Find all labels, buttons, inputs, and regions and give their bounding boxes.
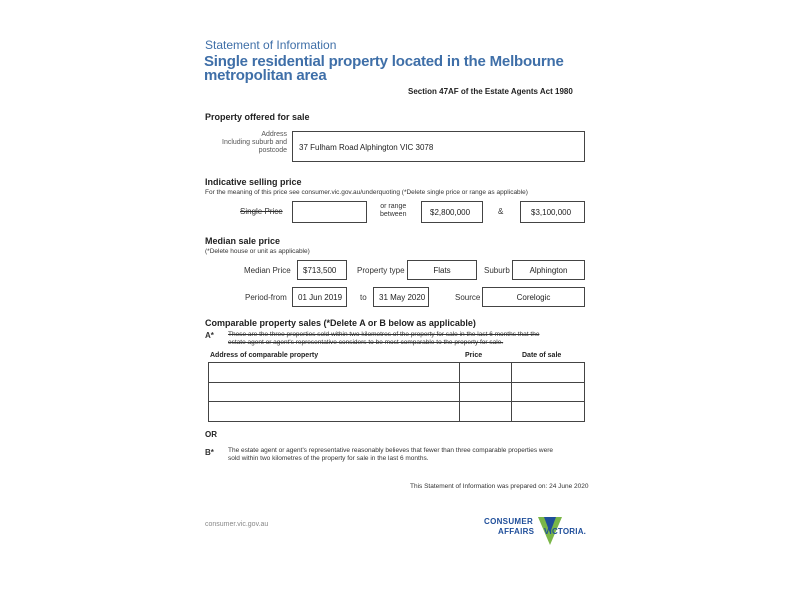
- comparable-address-cell: [209, 383, 460, 402]
- table-row: [209, 363, 585, 383]
- range-high-field: [520, 201, 585, 223]
- range-low-value: $2,800,000: [430, 208, 471, 217]
- section-title-property: Property offered for sale: [205, 112, 310, 122]
- suburb-value: Alphington: [529, 266, 568, 275]
- col-header-address: Address of comparable property: [210, 352, 319, 359]
- period-from-field: [292, 287, 347, 307]
- col-header-date: Date of sale: [522, 352, 562, 359]
- document-kicker: Statement of Information: [205, 38, 337, 52]
- logo-text-affairs: AFFAIRS: [498, 527, 535, 536]
- period-to-field: [373, 287, 429, 307]
- range-and-symbol: &: [498, 207, 504, 216]
- comparable-price-cell: [459, 383, 512, 402]
- property-type-label: Property type: [357, 266, 405, 275]
- logo-text-victoria: VICTORIA.: [544, 527, 587, 536]
- comparable-address-cell: [209, 402, 460, 422]
- median-note: (*Delete house or unit as applicable): [205, 248, 310, 255]
- source-value: Corelogic: [516, 293, 551, 302]
- logo-text-consumer: CONSUMER: [484, 517, 534, 526]
- property-type-field: [407, 260, 477, 280]
- median-price-field: [297, 260, 347, 280]
- property-type-value: Flats: [433, 266, 451, 275]
- section-title-comparable: Comparable property sales (*Delete A or B below as applicable): [205, 318, 476, 328]
- single-price-field: [292, 201, 367, 223]
- source-label: Source: [455, 293, 481, 302]
- document-title-line1: Single residential property located in the Melbourne: [204, 53, 564, 70]
- or-separator: OR: [205, 430, 217, 439]
- median-price-label: Median Price: [244, 266, 291, 275]
- table-row: [209, 402, 585, 422]
- address-field: [292, 131, 585, 162]
- period-to-label: to: [360, 293, 367, 302]
- single-price-label: Single Price: [240, 207, 283, 216]
- comparable-date-cell: [512, 383, 585, 402]
- comparable-price-cell: [459, 402, 512, 422]
- comparable-sales-table: [208, 362, 585, 422]
- period-label: Period-from: [245, 293, 287, 302]
- option-a-marker: A*: [205, 331, 214, 340]
- median-price-value: $713,500: [303, 266, 337, 275]
- consumer-affairs-logo: [484, 513, 594, 549]
- comparable-address-cell: [209, 363, 460, 383]
- address-value: 37 Fulham Road Alphington VIC 3078: [299, 143, 434, 152]
- comparable-date-cell: [512, 402, 585, 422]
- section-title-median: Median sale price: [205, 236, 281, 246]
- range-label: or range between: [380, 203, 407, 218]
- indicative-note: For the meaning of this price see consumer.vic.gov.au/underquoting (*Delete single price or range as applicable): [205, 189, 528, 196]
- range-high-value: $3,100,000: [531, 208, 572, 217]
- option-b-marker: B*: [205, 448, 214, 457]
- range-low-field: [421, 201, 483, 223]
- col-header-price: Price: [465, 352, 483, 359]
- option-b-text: The estate agent or agent's representative reasonably believes that fewer than three comparable properties were sold within two kilometres of the property for sale in the last 6 months.: [228, 447, 553, 462]
- option-a-text: These are the three properties sold within two kilometres of the property for sale in the last 6 months that the estate agent or agent's representative considers to be most comparable to the property for sale.: [228, 331, 540, 346]
- suburb-field: [512, 260, 585, 280]
- table-row: [209, 383, 585, 402]
- prepared-date: This Statement of Information was prepared on: 24 June 2020: [410, 483, 589, 490]
- comparable-price-cell: [459, 363, 512, 383]
- period-to-value: 31 May 2020: [379, 293, 426, 302]
- period-from-value: 01 Jun 2019: [298, 293, 343, 302]
- comparable-date-cell: [512, 363, 585, 383]
- suburb-label: Suburb: [484, 266, 510, 275]
- address-label: Address Including suburb and postcode: [222, 131, 287, 154]
- section-title-indicative: Indicative selling price: [205, 177, 302, 187]
- document-title-line2: metropolitan area: [204, 67, 327, 84]
- source-field: [482, 287, 585, 307]
- act-reference: Section 47AF of the Estate Agents Act 1980: [408, 87, 573, 96]
- footer-website: consumer.vic.gov.au: [205, 521, 269, 528]
